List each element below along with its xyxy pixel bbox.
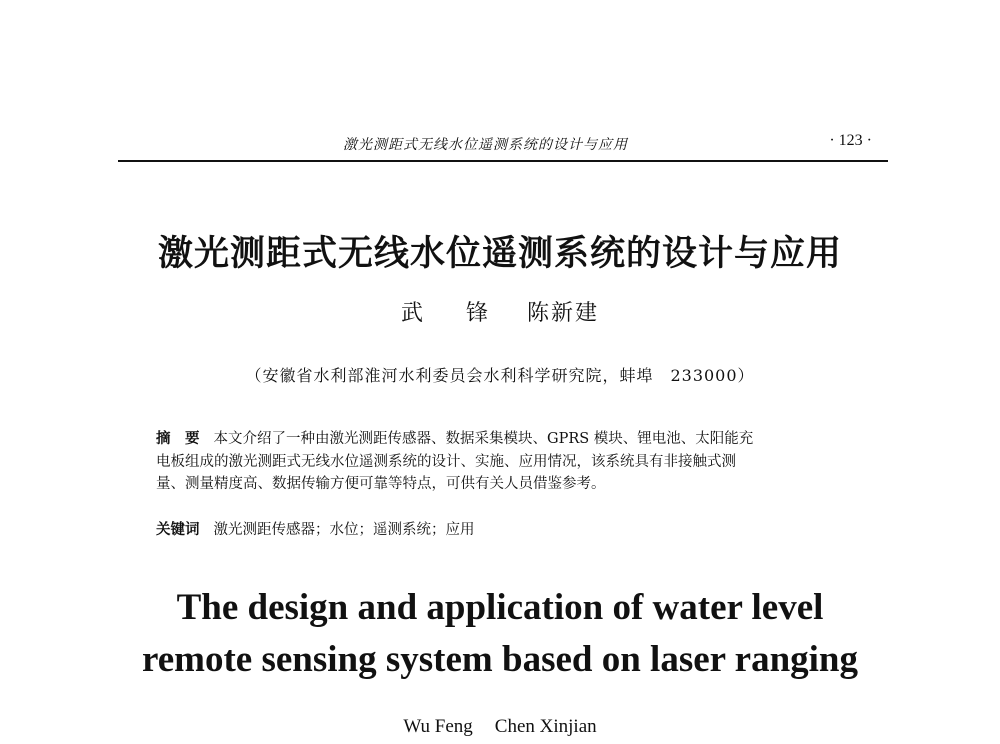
chinese-title: 激光测距式无线水位遥测系统的设计与应用 bbox=[157, 233, 842, 274]
abstract-line: 电板组成的激光测距式无线水位遥测系统的设计、实施、应用情况，该系统具有非接触式测 bbox=[156, 453, 736, 470]
page-number: · 123 · bbox=[829, 132, 872, 149]
running-header bbox=[118, 132, 888, 158]
author-en-1: Wu Feng bbox=[403, 716, 473, 737]
abstract-label: 摘 要 bbox=[156, 431, 200, 447]
keywords-label: 关键词 bbox=[156, 522, 200, 538]
abstract-line: 量、测量精度高、数据传输方便可靠等特点，可供有关人员借鉴参考。 bbox=[156, 476, 606, 492]
chinese-authors bbox=[0, 296, 1000, 327]
abstract-text: 本文介绍了一种由激光测距传感器、数据采集模块、GPRS 模块、锂电池、太阳能充 bbox=[213, 431, 754, 447]
keywords-text: 激光测距传感器；水位；遥测系统；应用 bbox=[213, 522, 475, 538]
english-title-line: remote sensing system based on laser ranging bbox=[141, 639, 859, 680]
header-rule bbox=[118, 160, 888, 162]
author-en-2: Chen Xinjian bbox=[494, 716, 597, 737]
english-title bbox=[0, 582, 1000, 686]
abstract-line bbox=[156, 428, 856, 451]
running-header-title: 激光测距式无线水位遥测系统的设计与应用 bbox=[343, 137, 628, 153]
author-cn-1: 武 锋 bbox=[400, 301, 506, 326]
abstract bbox=[156, 428, 856, 496]
keywords bbox=[156, 518, 856, 539]
chinese-affiliation: （安徽省水利部淮河水利委员会水利科学研究院，蚌埠 233000） bbox=[245, 366, 755, 385]
english-title-line: The design and application of water level bbox=[176, 587, 824, 628]
english-authors bbox=[0, 716, 1000, 738]
author-cn-2: 陈新建 bbox=[526, 301, 599, 326]
